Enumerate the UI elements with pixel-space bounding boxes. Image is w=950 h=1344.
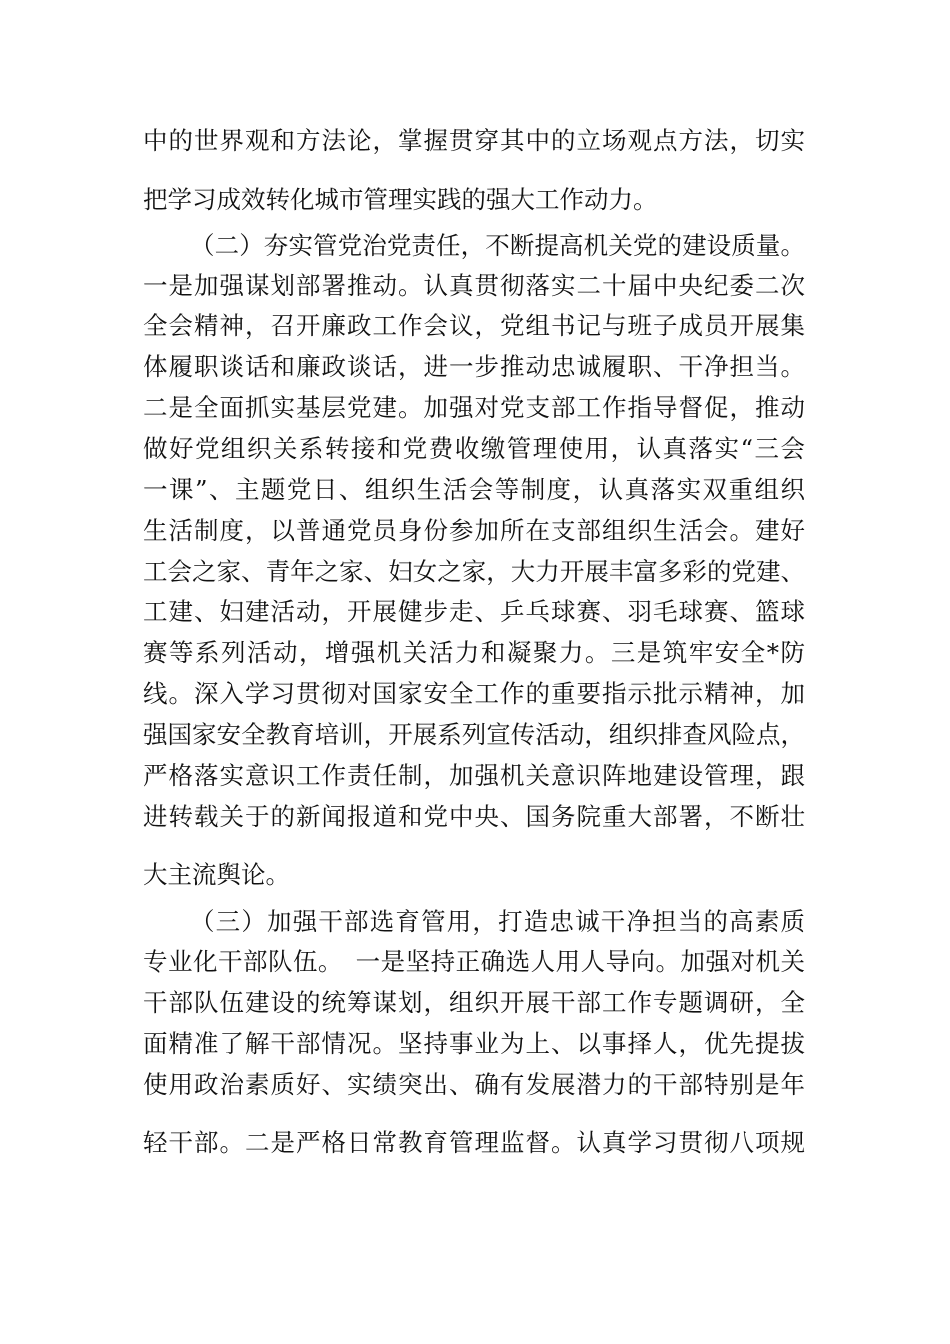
text-line: 进转载关于的新闻报道和党中央、国务院重大部署，不断壮 <box>143 802 805 831</box>
text-line: 专业化干部队伍。 一是坚持正确选人用人导向。加强对机关 <box>143 947 805 976</box>
text-line: 干部队伍建设的统筹谋划，组织开展干部工作专题调研，全 <box>143 988 805 1017</box>
text-line: 把学习成效转化城市管理实践的强大工作动力。 <box>143 185 658 214</box>
text-line: 生活制度，以普通党员身份参加所在支部组织生活会。建好 <box>143 516 805 545</box>
text-line: 一课”、主题党日、组织生活会等制度，认真落实双重组织 <box>143 475 805 504</box>
text-line: 严格落实意识工作责任制，加强机关意识阵地建设管理，跟 <box>143 761 805 790</box>
section-heading: （二）夯实管党治党责任，不断提高机关党的建设质量。 <box>190 231 805 260</box>
text-line: 一是加强谋划部署推动。认真贯彻落实二十届中央纪委二次 <box>143 271 805 300</box>
text-line: 工会之家、青年之家、妇女之家，大力开展丰富多彩的党建、 <box>143 557 805 586</box>
text-line: 大主流舆论。 <box>143 860 290 889</box>
text-line: 二是全面抓实基层党建。加强对党支部工作指导督促，推动 <box>143 393 805 422</box>
text-line: 面精准了解干部情况。坚持事业为上、以事择人，优先提拔 <box>143 1029 805 1058</box>
text-line: 体履职谈话和廉政谈话，进一步推动忠诚履职、干净担当。 <box>143 352 805 381</box>
text-line: 做好党组织关系转接和党费收缴管理使用，认真落实“三会 <box>143 434 805 463</box>
text-line: 工建、妇建活动，开展健步走、乒乓球赛、羽毛球赛、篮球 <box>143 597 805 626</box>
text-line: 使用政治素质好、实绩突出、确有发展潜力的干部特别是年 <box>143 1070 805 1099</box>
text-line: 强国家安全教育培训，开展系列宣传活动，组织排查风险点， <box>143 720 805 749</box>
text-line: 中的世界观和方法论，掌握贯穿其中的立场观点方法，切实 <box>143 126 805 155</box>
text-line: 线。深入学习贯彻对国家安全工作的重要指示批示精神，加 <box>143 679 805 708</box>
section-heading: （三）加强干部选育管用，打造忠诚干净担当的高素质 <box>190 907 805 936</box>
text-line: 轻干部。二是严格日常教育管理监督。认真学习贯彻八项规 <box>143 1128 805 1157</box>
text-line: 全会精神，召开廉政工作会议，党组书记与班子成员开展集 <box>143 311 805 340</box>
text-line: 赛等系列活动，增强机关活力和凝聚力。三是筑牢安全*防 <box>143 638 805 667</box>
